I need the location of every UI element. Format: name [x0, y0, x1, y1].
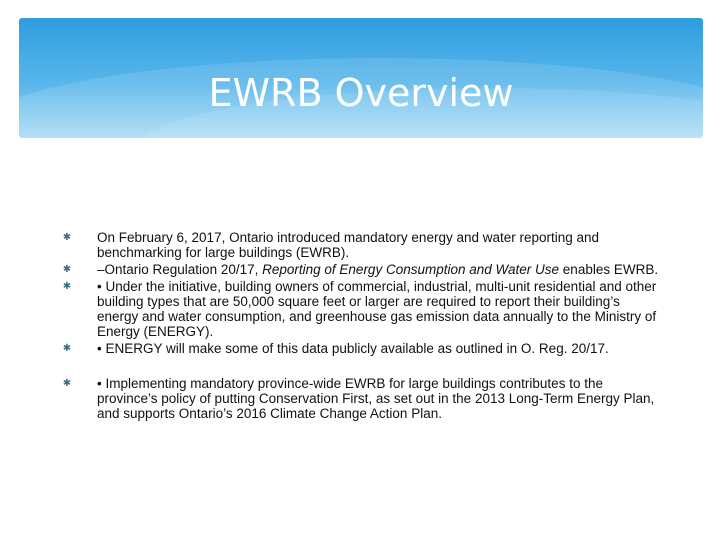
asterisk-bullet-icon: ✱	[62, 343, 72, 354]
bullet-text: • Under the initiative, building owners of commercial, industrial, multi-unit residential and other building types that are 50,000 square feet or larger are required to report their building’s energy and water consumption, and greenhouse gas emission data annually to the Ministry of Energy (ENERGY).	[97, 279, 657, 339]
asterisk-bullet-icon: ✱	[62, 232, 72, 243]
bullet-text: On February 6, 2017, Ontario introduced mandatory energy and water reporting and benchmarking for large buildings (EWRB).	[97, 230, 600, 260]
slide-title: EWRB Overview	[208, 71, 514, 115]
asterisk-bullet-icon: ✱	[62, 378, 72, 389]
bullet-text: • Implementing mandatory province-wide EWRB for large buildings contributes to the province’s policy of putting Conservation First, as set out in the 2013 Long-Term Energy Plan, and supports Ontario’s 2016 Climate Change Action Plan.	[97, 376, 655, 421]
bullet-text: • ENERGY will make some of this data publicly available as outlined in O. Reg. 20/17.	[97, 341, 609, 356]
regulation-title: Reporting of Energy Consumption and Water Use	[262, 262, 560, 277]
asterisk-bullet-icon: ✱	[62, 264, 72, 275]
bullet-text-lead: –Ontario Regulation 20/17,	[97, 262, 263, 277]
bullet-item	[60, 279, 660, 339]
bullet-item	[60, 341, 660, 356]
bullet-list	[60, 230, 660, 423]
asterisk-bullet-icon: ✱	[62, 281, 72, 292]
bullet-item	[60, 262, 660, 277]
bullet-item	[60, 376, 660, 421]
bullet-item	[60, 230, 660, 260]
title-banner	[19, 18, 703, 138]
bullet-text-tail: enables EWRB.	[559, 262, 659, 277]
